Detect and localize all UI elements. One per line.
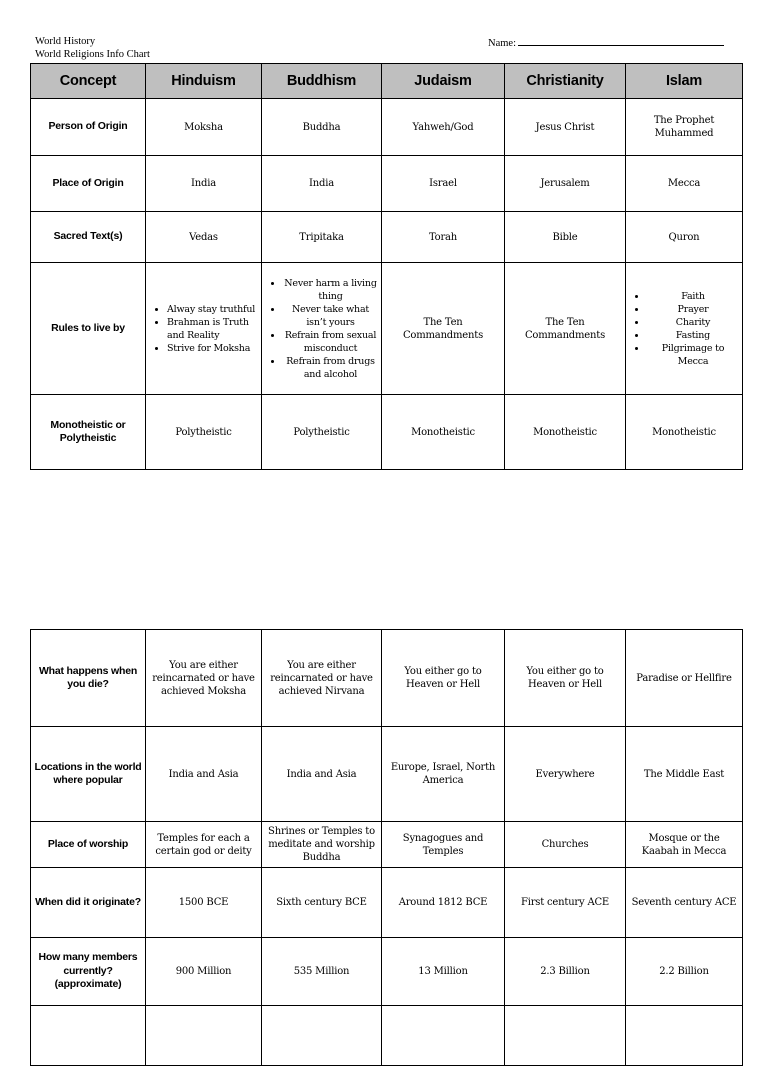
table-row: [31, 868, 743, 938]
chart-title: World Religions Info Chart: [35, 49, 150, 60]
table-cell: Bible: [505, 212, 626, 263]
row-label: How many members currently? (approximate): [31, 938, 146, 1006]
table-cell: Yahweh/God: [382, 99, 505, 156]
table-cell: India: [146, 156, 262, 212]
table-cell: Churches: [505, 822, 626, 868]
table-row: [31, 938, 743, 1006]
name-label: Name:: [488, 38, 516, 49]
table-cell: Israel: [382, 156, 505, 212]
table-cell: Tripitaka: [262, 212, 382, 263]
table-cell: Europe, Israel, North America: [382, 727, 505, 822]
list-item: • Brahman is Truth and Reality: [167, 316, 258, 342]
table-row: [31, 212, 743, 263]
list-item: • Refrain from drugs and alcohol: [283, 355, 378, 381]
table-cell: Monotheistic: [505, 395, 626, 470]
row-label: Monotheistic or Polytheistic: [31, 395, 146, 470]
table-cell: Paradise or Hellfire: [626, 630, 743, 727]
list-item: • Charity: [647, 316, 739, 329]
table-cell: [505, 1006, 626, 1066]
list-item: • Prayer: [647, 303, 739, 316]
table-row: [31, 395, 743, 470]
row-label: Sacred Text(s): [31, 212, 146, 263]
table-cell: The Prophet Muhammed: [626, 99, 743, 156]
bullet-list: [149, 303, 258, 355]
table-cell: The Ten Commandments: [505, 263, 626, 395]
table-cell: Sixth century BCE: [262, 868, 382, 938]
table-cell: [31, 1006, 146, 1066]
row-label: Place of worship: [31, 822, 146, 868]
table-cell: Torah: [382, 212, 505, 263]
table-cell: 1500 BCE: [146, 868, 262, 938]
list-item: • Never harm a living thing: [283, 277, 378, 303]
table-row: [31, 727, 743, 822]
religions-table-bottom: [30, 629, 743, 1066]
page-header-left: [35, 35, 150, 61]
list-item: • Never take what isn’t yours: [283, 303, 378, 329]
bullet-list: [629, 290, 739, 368]
table-cell: [262, 263, 382, 395]
table-cell: Quron: [626, 212, 743, 263]
table-row: [31, 263, 743, 395]
table-cell: The Ten Commandments: [382, 263, 505, 395]
table-cell: You either go to Heaven or Hell: [382, 630, 505, 727]
table-cell: [262, 1006, 382, 1066]
row-label: When did it originate?: [31, 868, 146, 938]
table-cell: India and Asia: [262, 727, 382, 822]
table-cell: The Middle East: [626, 727, 743, 822]
row-label: Place of Origin: [31, 156, 146, 212]
table-cell: Mecca: [626, 156, 743, 212]
table-row-partial: [31, 1006, 743, 1066]
course-title: World History: [35, 36, 96, 47]
header-hinduism: Hinduism: [146, 64, 262, 99]
table-cell: You are either reincarnated or have achieved Nirvana: [262, 630, 382, 727]
table-row: [31, 156, 743, 212]
table-row: [31, 630, 743, 727]
bullet-list: [265, 277, 378, 381]
table-cell: First century ACE: [505, 868, 626, 938]
table-cell: Moksha: [146, 99, 262, 156]
table-cell: Mosque or the Kaabah in Mecca: [626, 822, 743, 868]
table-cell: Shrines or Temples to meditate and worship Buddha: [262, 822, 382, 868]
table-cell: [626, 263, 743, 395]
header-christianity: Christianity: [505, 64, 626, 99]
table-cell: [626, 1006, 743, 1066]
list-item: • Strive for Moksha: [167, 342, 258, 355]
table-row: [31, 822, 743, 868]
header-buddhism: Buddhism: [262, 64, 382, 99]
table-cell: [382, 1006, 505, 1066]
table-cell: Polytheistic: [146, 395, 262, 470]
table-row: [31, 99, 743, 156]
header-islam: Islam: [626, 64, 743, 99]
table-cell: Synagogues and Temples: [382, 822, 505, 868]
list-item: • Alway stay truthful: [167, 303, 258, 316]
table-cell: You are either reincarnated or have achieved Moksha: [146, 630, 262, 727]
table-cell: Vedas: [146, 212, 262, 263]
column-header-row: [31, 64, 743, 99]
table-cell: Monotheistic: [626, 395, 743, 470]
table-cell: Around 1812 BCE: [382, 868, 505, 938]
table-cell: India and Asia: [146, 727, 262, 822]
name-field[interactable]: [488, 36, 724, 50]
row-label: Rules to live by: [31, 263, 146, 395]
list-item: • Pilgrimage to Mecca: [647, 342, 739, 368]
row-label: Person of Origin: [31, 99, 146, 156]
table-cell: Buddha: [262, 99, 382, 156]
table-cell: 535 Million: [262, 938, 382, 1006]
table-cell: Jesus Christ: [505, 99, 626, 156]
table-cell: [146, 1006, 262, 1066]
row-label: Locations in the world where popular: [31, 727, 146, 822]
list-item: • Refrain from sexual misconduct: [283, 329, 378, 355]
header-judaism: Judaism: [382, 64, 505, 99]
header-concept: Concept: [31, 64, 146, 99]
table-cell: You either go to Heaven or Hell: [505, 630, 626, 727]
list-item: • Fasting: [647, 329, 739, 342]
table-cell: Everywhere: [505, 727, 626, 822]
name-blank-line[interactable]: [518, 36, 724, 46]
table-cell: [146, 263, 262, 395]
table-cell: 13 Million: [382, 938, 505, 1006]
table-cell: 2.3 Billion: [505, 938, 626, 1006]
religions-table-top: [30, 63, 743, 470]
table-cell: Jerusalem: [505, 156, 626, 212]
list-item: • Faith: [647, 290, 739, 303]
table-cell: Temples for each a certain god or deity: [146, 822, 262, 868]
table-cell: 2.2 Billion: [626, 938, 743, 1006]
table-cell: Polytheistic: [262, 395, 382, 470]
row-label: What happens when you die?: [31, 630, 146, 727]
table-cell: India: [262, 156, 382, 212]
table-cell: Seventh century ACE: [626, 868, 743, 938]
table-cell: Monotheistic: [382, 395, 505, 470]
table-cell: 900 Million: [146, 938, 262, 1006]
